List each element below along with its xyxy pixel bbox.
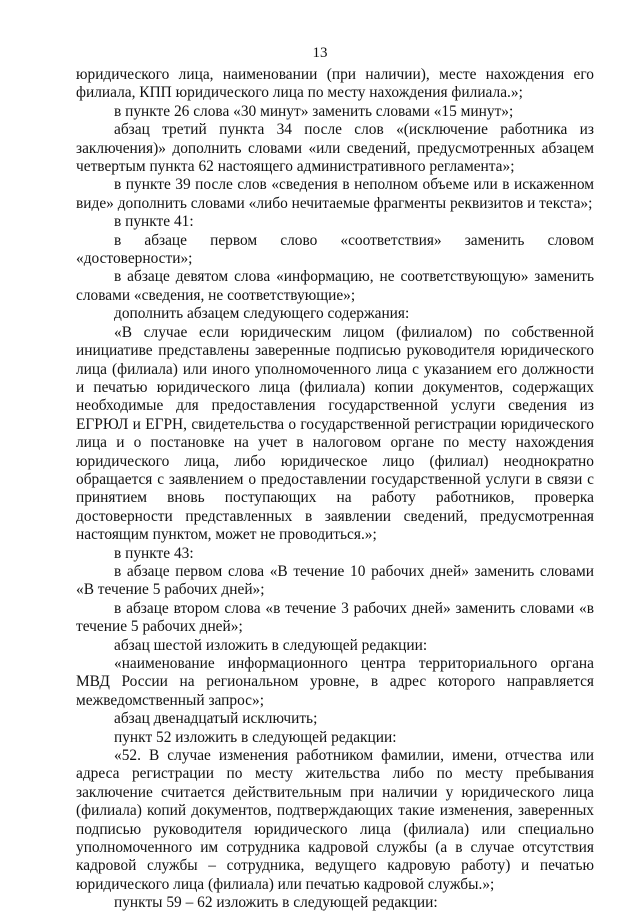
paragraph-9: «В случае если юридическим лицом (филиалом) по собственной инициативе представлены заверенные подписью руководителя юридического лица (филиала) или иного уполномоченного лица с указанием его должности и печатью юридического лица (филиала) копии документов, содержащих необходимые для предоставления государственной услуги сведения из ЕГРЮЛ и ЕГРН, свидетельства о государственной регистрации юридического лица и о постановке на учет в налоговом органе по месту нахождения юридического лица, либо юридическое лицо (филиал) неоднократно обращается с заявлением о предоставлении государственной услуги в связи с принятием вновь поступающих на работу работников, проверка достоверности представленных в заявлении сведений, предусмотренная настоящим пунктом, может не проводиться.»; bbox=[76, 323, 594, 544]
paragraph-10: в пункте 43: bbox=[114, 544, 194, 562]
paragraph-13: абзац шестой изложить в следующей редакции: bbox=[114, 636, 428, 654]
paragraph-8: дополнить абзацем следующего содержания: bbox=[114, 305, 410, 323]
paragraph-17: «52. В случае изменения работником фамилии, имени, отчества или адреса регистрации по месту жительства либо по месту пребывания заключение считается действительным при наличии у юридического лица (филиала) копий документов, подтверждающих такие изменения, заверенных подписью руководителя юридического лица (филиала) или специально уполномоченного им сотрудника кадровой службы (а в случае отсутствия кадровой службы – сотрудника, ведущего кадровую работу) и печатью юридического лица (филиала) или печатью кадровой службы.»; bbox=[76, 747, 594, 893]
paragraph-2: в пункте 26 слова «30 минут» заменить словами «15 минут»; bbox=[114, 102, 514, 120]
paragraph-16: пункт 52 изложить в следующей редакции: bbox=[114, 728, 397, 746]
paragraph-1: юридического лица, наименовании (при наличии), месте нахождения его филиала, КПП юридического лица по месту нахождения филиала.»; bbox=[76, 66, 594, 102]
paragraph-14: «наименование информационного центра территориального органа МВД России на региональном уровне, в адрес которого направляется межведомственный запрос»; bbox=[76, 655, 594, 709]
paragraph-3: абзац третий пункта 34 после слов «(исключение работника из заключения)» дополнить словами «или сведений, предусмотренных абзацем четвертым пункта 62 настоящего административного регламента»; bbox=[76, 121, 594, 176]
paragraph-7: в абзаце девятом слова «информацию, не соответствующую» заменить словами «сведения, не соответствующие»; bbox=[76, 268, 594, 304]
document-body bbox=[76, 66, 594, 913]
paragraph-18: пункты 59 – 62 изложить в следующей редакции: bbox=[114, 894, 438, 912]
paragraph-6: в абзаце первом слово «соответствия» заменить словом «достоверности»; bbox=[76, 231, 594, 268]
paragraph-12: в абзаце втором слова «в течение 3 рабочих дней» заменить словами «в течение 5 рабочих дней»; bbox=[76, 599, 594, 636]
paragraph-5: в пункте 41: bbox=[114, 213, 194, 231]
paragraph-4: в пункте 39 после слов «сведения в неполном объеме или в искаженном виде» дополнить словами «либо нечитаемые фрагменты реквизитов и текста»; bbox=[76, 176, 594, 212]
paragraph-15: абзац двенадцатый исключить; bbox=[114, 710, 318, 728]
page-number: 13 bbox=[312, 45, 328, 61]
paragraph-11: в абзаце первом слова «В течение 10 рабочих дней» заменить словами «В течение 5 рабочих дней»; bbox=[76, 562, 594, 599]
